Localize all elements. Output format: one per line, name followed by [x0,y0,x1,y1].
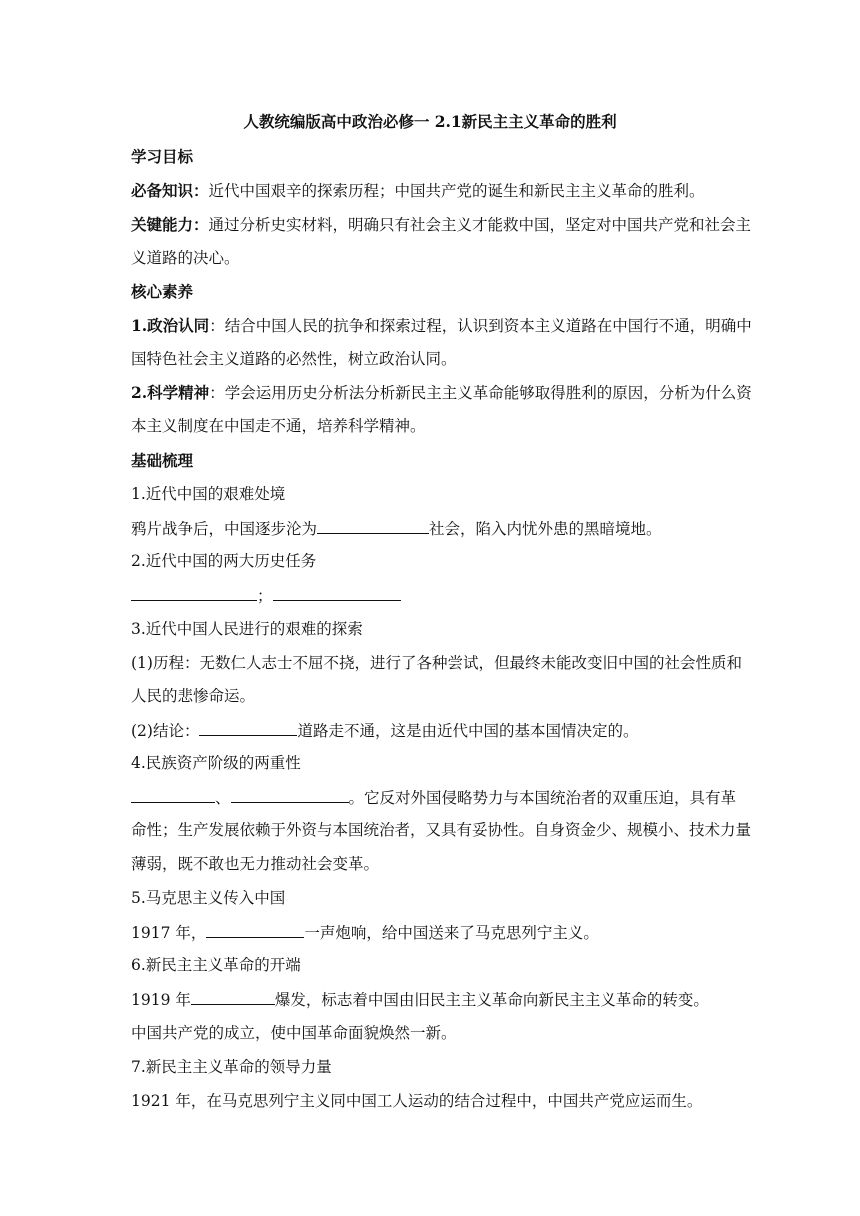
blank-field[interactable] [191,989,275,1005]
literacy-item-political [131,316,752,336]
blank-field[interactable] [317,518,429,534]
knowledge-paragraph [131,181,705,201]
section2-title: 2.近代中国的两大历史任务 [131,552,317,570]
political-text-continued: 国特色社会主义道路的必然性，树立政治认同。 [131,350,457,368]
knowledge-text: 近代中国艰辛的探索历程；中国共产党的诞生和新民主主义革命的胜利。 [208,182,705,200]
literacy-heading: 核心素养 [131,282,194,301]
document-title: 人教统编版高中政治必修一 2.1新民主主义革命的胜利 [243,112,617,131]
political-text: ：结合中国人民的抗争和探索过程，认识到资本主义道路在中国行不通，明确中 [209,317,752,335]
section6-text-line2: 中国共产党的成立，使中国革命面貌焕然一新。 [131,1024,457,1042]
political-label: 1.政治认同 [131,316,210,335]
section3-process: (1)历程：无数仁人志士不屈不挠，进行了各种尝试，但最终未能改变旧中国的社会性质和 [131,654,742,672]
section1-fill-in: 鸦片战争后，中国逐步沦为 社会，陷入内忧外患的黑暗境地。 [131,520,662,538]
literacy-item-science [131,383,752,403]
science-text-continued: 本主义制度在中国走不通，培养科学精神。 [131,417,426,435]
section6-title: 6.新民主主义革命的开端 [131,956,301,974]
section1-title: 1.近代中国的艰难处境 [131,485,286,503]
section2-fill-in: ； [131,585,401,606]
blank-field[interactable] [231,787,349,803]
blank-field[interactable] [199,720,297,736]
section5-fill-in: 1917 年， 一声炮响，给中国送来了马克思列宁主义。 [131,924,599,942]
section3-title: 3.近代中国人民进行的艰难的探索 [131,620,363,638]
section4-text-line2: 命性；生产发展依赖于外资与本国统治者，又具有妥协性。自身资金少、规模小、技术力量 [131,821,752,839]
science-text: ：学会运用历史分析法分析新民主主义革命能够取得胜利的原因，分析为什么资 [209,384,752,402]
blank-field[interactable] [131,585,257,601]
basics-heading: 基础梳理 [131,451,194,470]
blank-field[interactable] [206,922,304,938]
blank-field[interactable] [131,787,215,803]
ability-text-continued: 义道路的决心。 [131,249,240,267]
objectives-heading: 学习目标 [131,147,194,166]
section3-process-continued: 人民的悲惨命运。 [131,687,256,705]
ability-paragraph [131,215,751,235]
section4-title: 4.民族资产阶级的两重性 [131,754,301,772]
section7-text: 1921 年，在马克思列宁主义同中国工人运动的结合过程中，中国共产党应运而生。 [131,1092,703,1110]
knowledge-label: 必备知识： [131,181,209,200]
section6-fill-in: 1919 年 爆发，标志着中国由旧民主主义革命向新民主主义革命的转变。 [131,991,709,1009]
section4-fill-in: 、 。它反对外国侵略势力与本国统治者的双重压迫，具有革 [131,787,736,808]
section5-title: 5.马克思主义传入中国 [131,889,286,907]
section3-conclusion: (2)结论： 道路走不通，这是由近代中国的基本国情决定的。 [131,722,639,740]
science-label: 2.科学精神 [131,383,210,402]
ability-text: 通过分析史实材料，明确只有社会主义才能救中国，坚定对中国共产党和社会主 [208,216,752,234]
ability-label: 关键能力： [131,215,209,234]
section7-title: 7.新民主主义革命的领导力量 [131,1058,332,1076]
blank-field[interactable] [273,585,401,601]
section4-text-line3: 薄弱，既不敢也无力推动社会变革。 [131,855,380,873]
